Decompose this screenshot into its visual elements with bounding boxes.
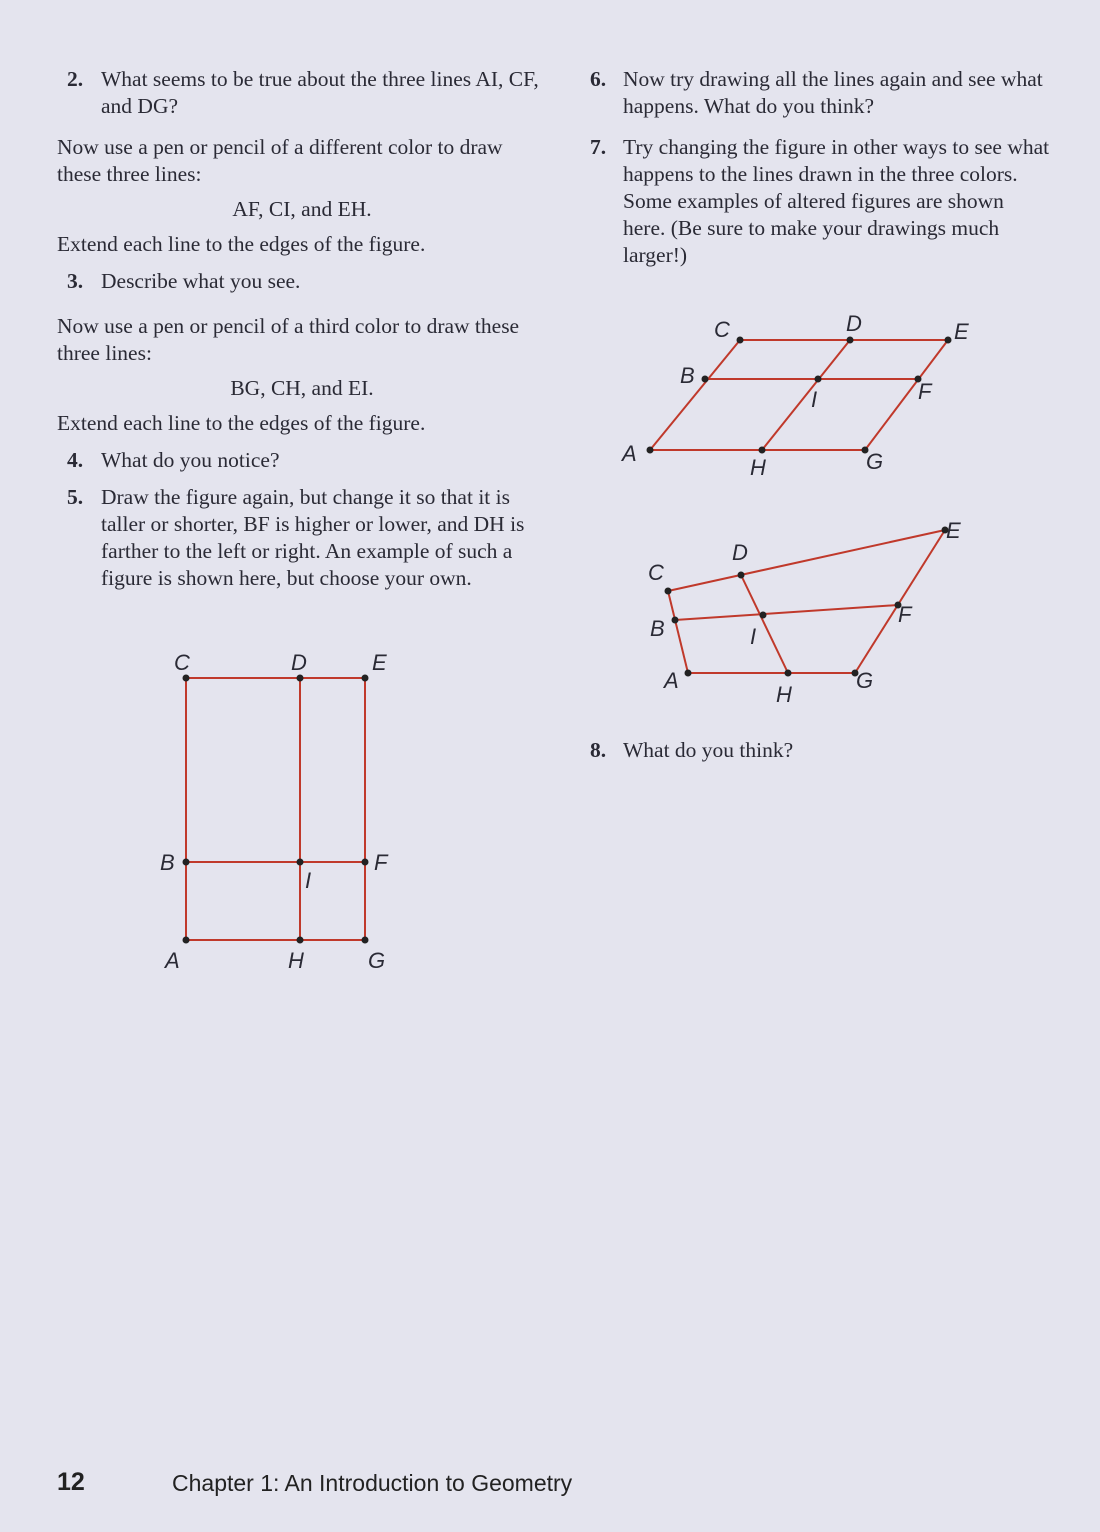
question-text: Describe what you see. <box>101 269 301 293</box>
label-e: E <box>954 319 969 344</box>
label-i: I <box>811 387 818 412</box>
label-f: F <box>374 850 388 875</box>
question-3 <box>57 268 547 295</box>
label-c: C <box>648 560 664 585</box>
label-g: G <box>866 449 884 474</box>
point-b <box>702 376 709 383</box>
label-g: G <box>856 668 874 693</box>
point-h <box>785 670 792 677</box>
point-a <box>685 670 692 677</box>
page-footer <box>57 1468 573 1497</box>
rectangle-figure <box>150 640 410 985</box>
figure-points <box>183 675 369 944</box>
label-a: A <box>165 948 180 973</box>
segment-ac <box>650 340 740 450</box>
point-f <box>362 859 369 866</box>
segment-eg <box>865 340 948 450</box>
label-h: H <box>750 455 766 480</box>
segment-ac <box>668 591 688 673</box>
label-a: A <box>664 668 679 693</box>
label-f: F <box>918 379 932 404</box>
label-d: D <box>732 540 748 565</box>
extend-instruction: Extend each line to the edges of the figure. <box>57 232 426 256</box>
segment-ce <box>668 530 945 591</box>
question-6 <box>590 66 1050 120</box>
label-b: B <box>650 616 665 641</box>
question-text: What seems to be true about the three lines AI, CF, and DG? <box>101 67 539 118</box>
question-text: What do you notice? <box>101 448 280 472</box>
label-b: B <box>160 850 175 875</box>
label-g: G <box>368 948 386 973</box>
point-d <box>738 572 745 579</box>
question-number: 6. <box>590 67 607 91</box>
question-number: 7. <box>590 135 607 159</box>
label-a: A <box>622 441 637 466</box>
trapezoid-figure <box>630 510 990 710</box>
point-b <box>672 617 679 624</box>
question-text: Draw the figure again, but change it so that it is taller or shorter, BF is higher or lower, and DH is farther to the left or right. An example of such a figure is shown here, but choose your own. <box>101 485 525 590</box>
point-e <box>362 675 369 682</box>
chapter-title: Chapter 1: An Introduction to Geometry <box>172 1470 573 1496</box>
point-i <box>760 612 767 619</box>
point-g <box>362 937 369 944</box>
label-h: H <box>288 948 304 973</box>
question-number: 8. <box>590 738 607 762</box>
question-text: What do you think? <box>623 738 794 762</box>
label-e: E <box>946 518 961 543</box>
label-d: D <box>291 650 307 675</box>
point-d <box>297 675 304 682</box>
point-a <box>647 447 654 454</box>
question-4 <box>57 447 547 474</box>
label-h: H <box>776 682 792 707</box>
segment-dh <box>762 340 850 450</box>
label-c: C <box>714 317 730 342</box>
figure-lines <box>186 678 365 940</box>
label-e: E <box>372 650 387 675</box>
segment-bf <box>675 605 898 620</box>
segment-dh <box>741 575 788 673</box>
point-c <box>183 675 190 682</box>
point-d <box>847 337 854 344</box>
point-a <box>183 937 190 944</box>
page-number: 12 <box>57 1468 85 1496</box>
line-list: AF, CI, and EH. <box>232 197 372 221</box>
label-f: F <box>898 602 912 627</box>
point-i <box>297 859 304 866</box>
point-c <box>665 588 672 595</box>
point-h <box>297 937 304 944</box>
point-b <box>183 859 190 866</box>
parallelogram-figure <box>610 305 990 480</box>
question-number: 2. <box>67 67 84 91</box>
point-h <box>759 447 766 454</box>
label-i: I <box>750 624 757 649</box>
question-7 <box>590 134 1050 269</box>
line-list: BG, CH, and EI. <box>230 376 374 400</box>
question-number: 4. <box>67 448 84 472</box>
label-i: I <box>305 868 312 893</box>
point-e <box>945 337 952 344</box>
point-c <box>737 337 744 344</box>
right-column <box>590 66 1050 283</box>
label-b: B <box>680 363 695 388</box>
label-c: C <box>174 650 190 675</box>
label-d: D <box>846 311 862 336</box>
question-text: Now try drawing all the lines again and see what happens. What do you think? <box>623 67 1043 118</box>
question-5 <box>57 484 547 592</box>
question-2 <box>57 66 547 120</box>
instruction-paragraph: Now use a pen or pencil of a third color to draw these three lines: <box>57 314 520 365</box>
left-column <box>57 66 547 606</box>
extend-instruction: Extend each line to the edges of the figure. <box>57 411 426 435</box>
figure-lines <box>650 340 948 450</box>
instruction-paragraph: Now use a pen or pencil of a different color to draw these three lines: <box>57 135 503 186</box>
question-8 <box>590 737 1083 764</box>
question-number: 3. <box>67 269 84 293</box>
question-text: Try changing the figure in other ways to see what happens to the lines drawn in the three colors. Some examples of altered figures are shown here. (Be sure to make your drawings much larger!) <box>623 135 1050 267</box>
point-i <box>815 376 822 383</box>
question-number: 5. <box>67 485 84 509</box>
